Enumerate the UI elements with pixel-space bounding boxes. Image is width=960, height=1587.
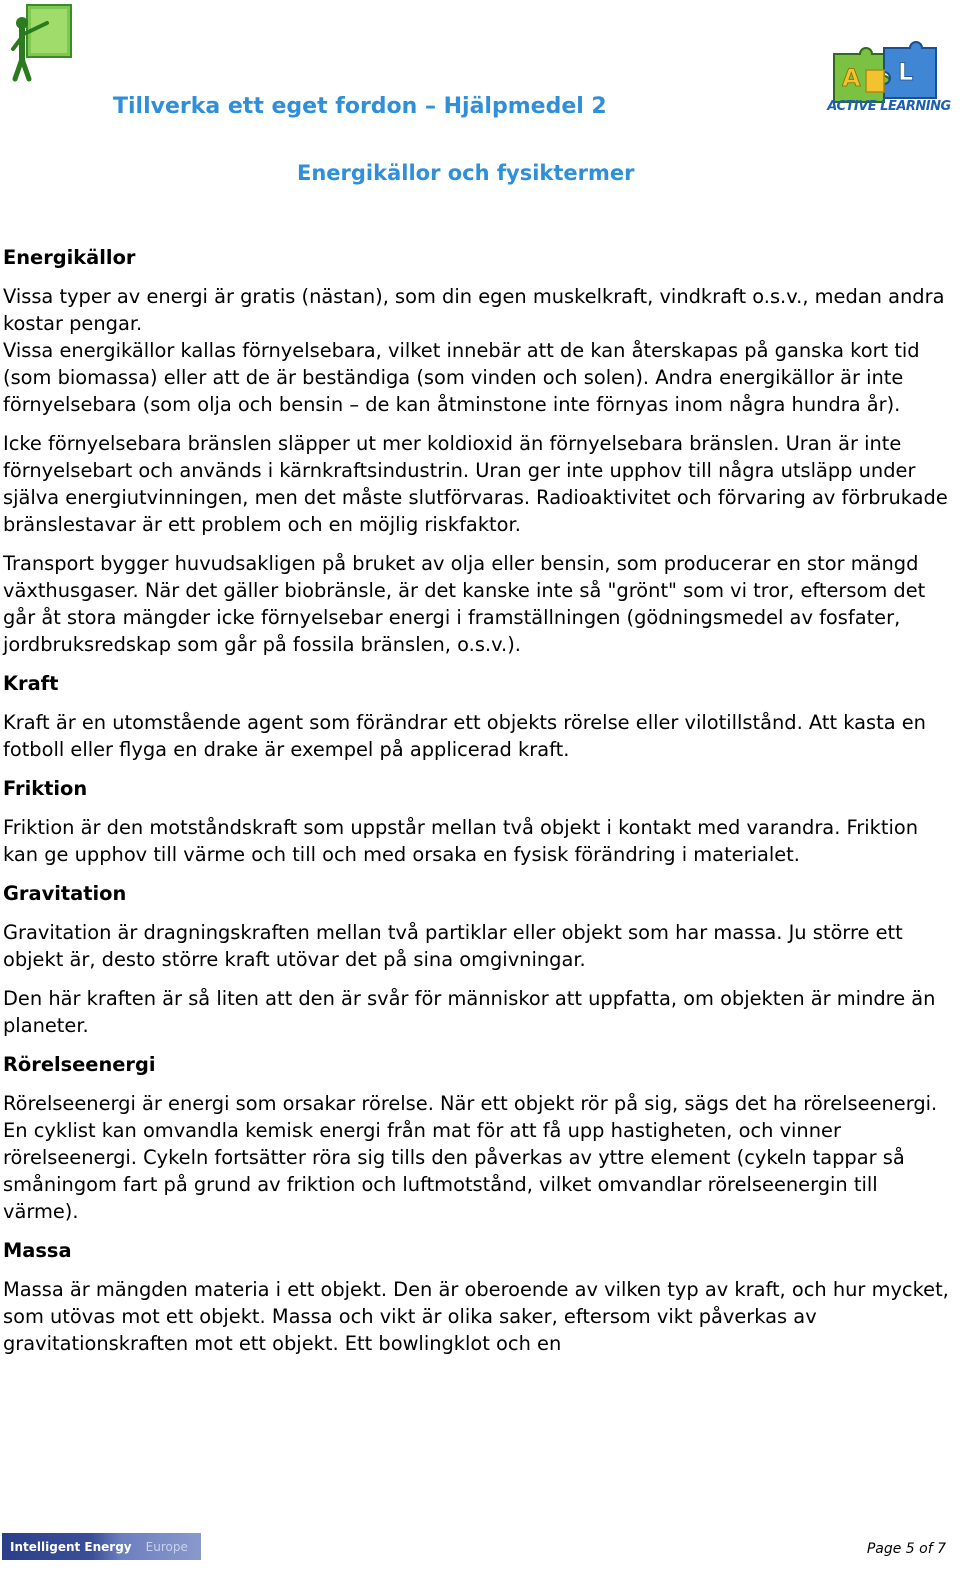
svg-text:A: A <box>842 64 861 92</box>
heading-massa: Massa <box>3 1239 72 1262</box>
paragraph-massa-1: Massa är mängden materia i ett objekt. Den är oberoende av vilken typ av kraft, och hur mycket, som utövas mot ett objekt. Massa och vikt är olika saker, eftersom vikt påverkas av gravitationskraften mot ett objekt. Ett bowlingklot och en <box>3 1278 949 1355</box>
heading-rorelseenergi: Rörelseenergi <box>3 1053 156 1076</box>
paragraph-energikallor-1: Vissa typer av energi är gratis (nästan), som din egen muskelkraft, vindkraft o.s.v., medan andra kostar pengar. <box>3 285 945 335</box>
intelligent-energy-europe-logo <box>2 1533 201 1560</box>
page-number: Page 5 of 7 <box>866 1541 946 1557</box>
svg-text:L: L <box>898 58 914 86</box>
paragraph-energikallor-2: Vissa energikällor kallas förnyelsebara, vilket innebär att de kan återskapas på ganska kort tid (som biomassa) eller att de är beständiga (som vinden och solen). Andra energikällor är inte förnyelsebara (som olja och bensin – de kan åtminstone inte förnyas inom några hundra år). <box>3 339 920 416</box>
heading-energikallor: Energikällor <box>3 246 136 269</box>
heading-gravitation: Gravitation <box>3 882 127 905</box>
heading-kraft: Kraft <box>3 672 59 695</box>
paragraph-kraft-1: Kraft är en utomstående agent som förändrar ett objekts rörelse eller vilotillstånd. Att kasta en fotboll eller flyga en drake är exempel på applicerad kraft. <box>3 711 926 761</box>
paragraph-friktion-1: Friktion är den motståndskraft som uppstår mellan två objekt i kontakt med varandra. Friktion kan ge upphov till värme och till och med orsaka en fysisk förändring i materialet. <box>3 816 918 866</box>
heading-friktion: Friktion <box>3 777 88 800</box>
paragraph-energikallor-3: Icke förnyelsebara bränslen släpper ut mer koldioxid än förnyelsebara bränslen. Uran är inte förnyelsebart och används i kärnkraftsindustrin. Uran ger inte upphov till några utsläpp under själva energiutvinningen, men det måste slutförvaras. Radioaktivitet och förvaring av förbrukade bränslestavar är ett problem och en möjlig riskfaktor. <box>3 432 948 536</box>
paragraph-rorelseenergi-1: Rörelseenergi är energi som orsakar rörelse. När ett objekt rör på sig, sägs det ha rörelseenergi. En cyklist kan omvandla kemisk energi från mat för att få upp hastigheten, och vinner rörelseenergi. Cykeln fortsätter röra sig tills den påverkas av yttre element (cykeln tappar så småningom fart på grund av friktion och luftmotstånd, vilket omvandlar rörelseenergin till värme). <box>3 1092 938 1223</box>
teacher-pointing-board-icon <box>7 3 73 83</box>
page-title: Tillverka ett eget fordon – Hjälpmedel 2 <box>113 94 607 119</box>
document-body <box>3 244 949 1357</box>
page-subtitle: Energikällor och fysiktermer <box>297 161 635 185</box>
paragraph-energikallor-4: Transport bygger huvudsakligen på bruket av olja eller bensin, som producerar en stor mängd växthusgaser. När det gäller biobränsle, är det kanske inte så "grönt" som vi tror, eftersom det går åt stora mängder icke förnyelsebar energi i framställningen (gödningsmedel av fosfater, jordbruksredskap som går på fossila bränslen, o.s.v.). <box>3 552 926 656</box>
footer-logo-region: Europe <box>145 1539 188 1554</box>
paragraph-gravitation-2: Den här kraften är så liten att den är svår för människor att uppfatta, om objekten är mindre än planeter. <box>3 987 936 1037</box>
paragraph-gravitation-1: Gravitation är dragningskraften mellan två partiklar eller objekt som har massa. Ju större ett objekt är, desto större kraft utövar det på sina omgivningar. <box>3 921 903 971</box>
active-learning-logo-text: ACTIVE LEARNING <box>827 99 951 114</box>
footer-logo-name: Intelligent Energy <box>10 1539 132 1554</box>
